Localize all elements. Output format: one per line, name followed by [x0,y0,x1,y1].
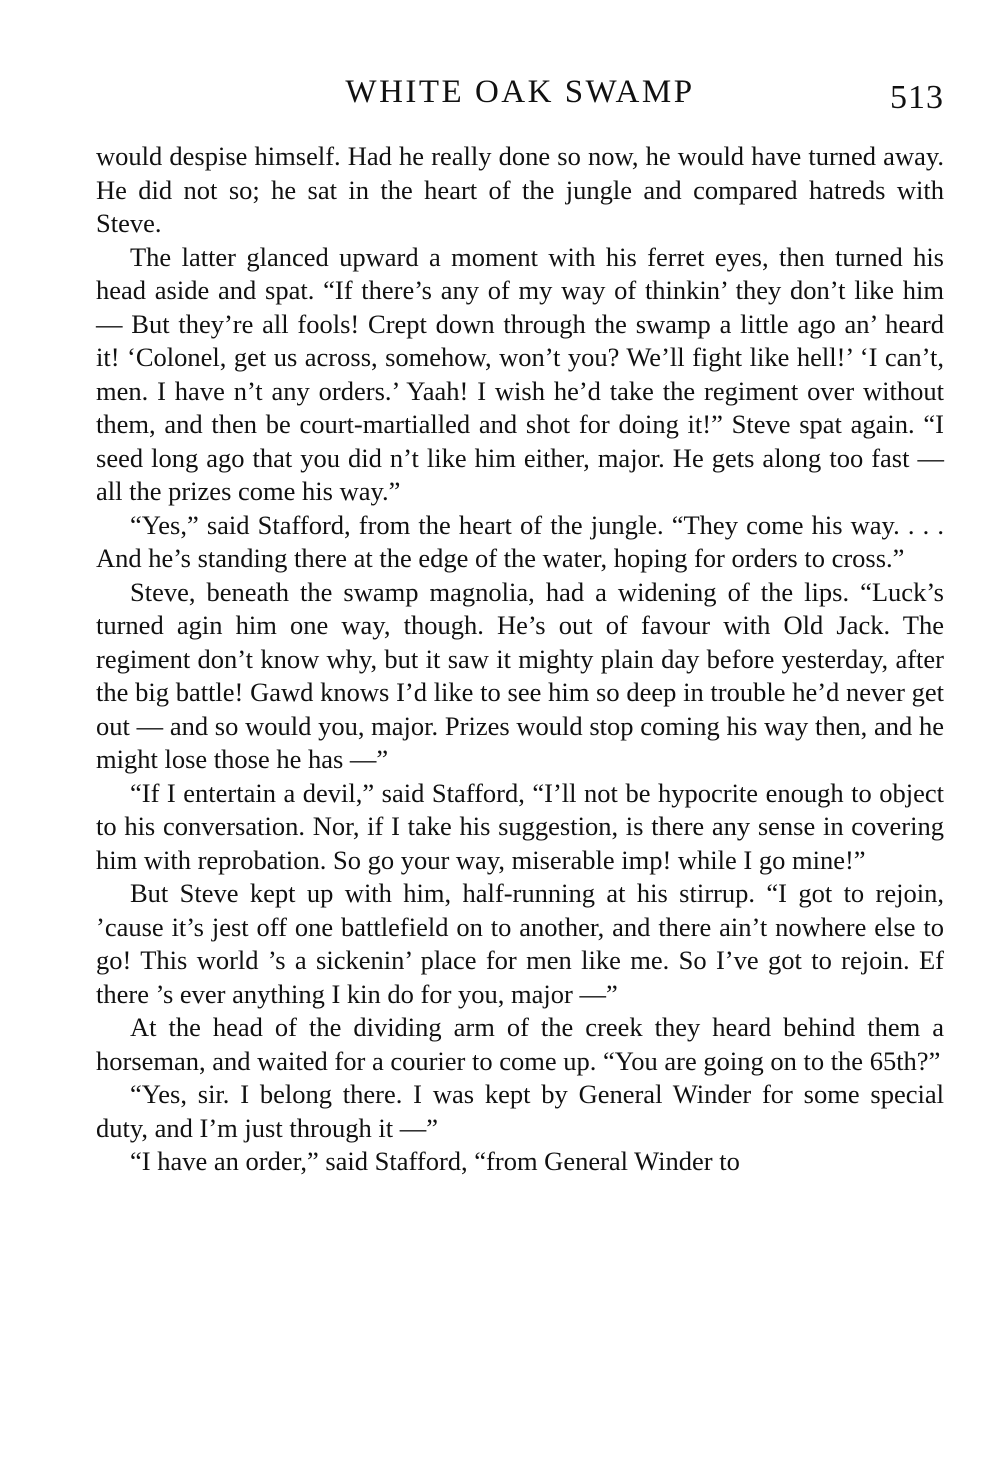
paragraph: “If I entertain a devil,” said Stafford, “I’ll not be hypocrite enough to object to his conversation. Nor, if I take his suggestion, is there any sense in covering him with reprobation. So go your way, miserable imp! while I go mine!” [96,777,944,875]
paragraph: “Yes,” said Stafford, from the heart of the jungle. “They come his way. . . . And he’s standing there at the edge of the water, hoping for orders to cross.” [96,509,944,573]
running-title: WHITE OAK SWAMP [345,74,695,110]
body-text [96,140,944,1179]
paragraph: “I have an order,” said Stafford, “from General Winder to [130,1146,740,1176]
paragraph: “Yes, sir. I belong there. I was kept by General Winder for some special duty, and I’m just through it —” [96,1079,944,1143]
paragraph: But Steve kept up with him, half-running at his stirrup. “I got to rejoin, ’cause it’s jest off one battlefield on to another, and there ain’t nowhere else to go! This world ’s a sickenin’ place for men like me. So I’ve got to rejoin. Ef there ’s ever anything I kin do for you, major —” [96,878,944,1009]
paragraph: At the head of the dividing arm of the creek they heard behind them a horseman, and waited for a courier to come up. “You are going on to the 65th?” [96,1012,944,1076]
paragraph-continuation: would despise himself. Had he really done so now, he would have turned away. He did not so; he sat in the heart of the jungle and compared hatreds with Steve. [96,141,944,238]
paragraph: Steve, beneath the swamp magnolia, had a widening of the lips. “Luck’s turned agin him one way, though. He’s out of favour with Old Jack. The regiment don’t know why, but it saw it mighty plain day before yesterday, after the big battle! Gawd knows I’d like to see him so deep in trouble he’d never get out — and so would you, major. Prizes would stop coming his way then, and he might lose those he has —” [96,576,944,774]
paragraph: The latter glanced upward a moment with his ferret eyes, then turned his head aside and spat. “If there’s any of my way of thinkin’ they don’t like him — But they’re all fools! Crept down through the swamp a little ago an’ heard it! ‘Colonel, get us across, somehow, won’t you? We’ll fight like hell!’ ‘I can’t, men. I have n’t any orders.’ Yaah! I wish he’d take the regiment over without them, and then be court-martialled and shot for doing it!” Steve spat again. “I seed long ago that you did n’t like him either, major. He gets along too fast — all the prizes come his way.” [96,241,944,506]
running-head [96,68,944,118]
page-number: 513 [890,79,944,116]
